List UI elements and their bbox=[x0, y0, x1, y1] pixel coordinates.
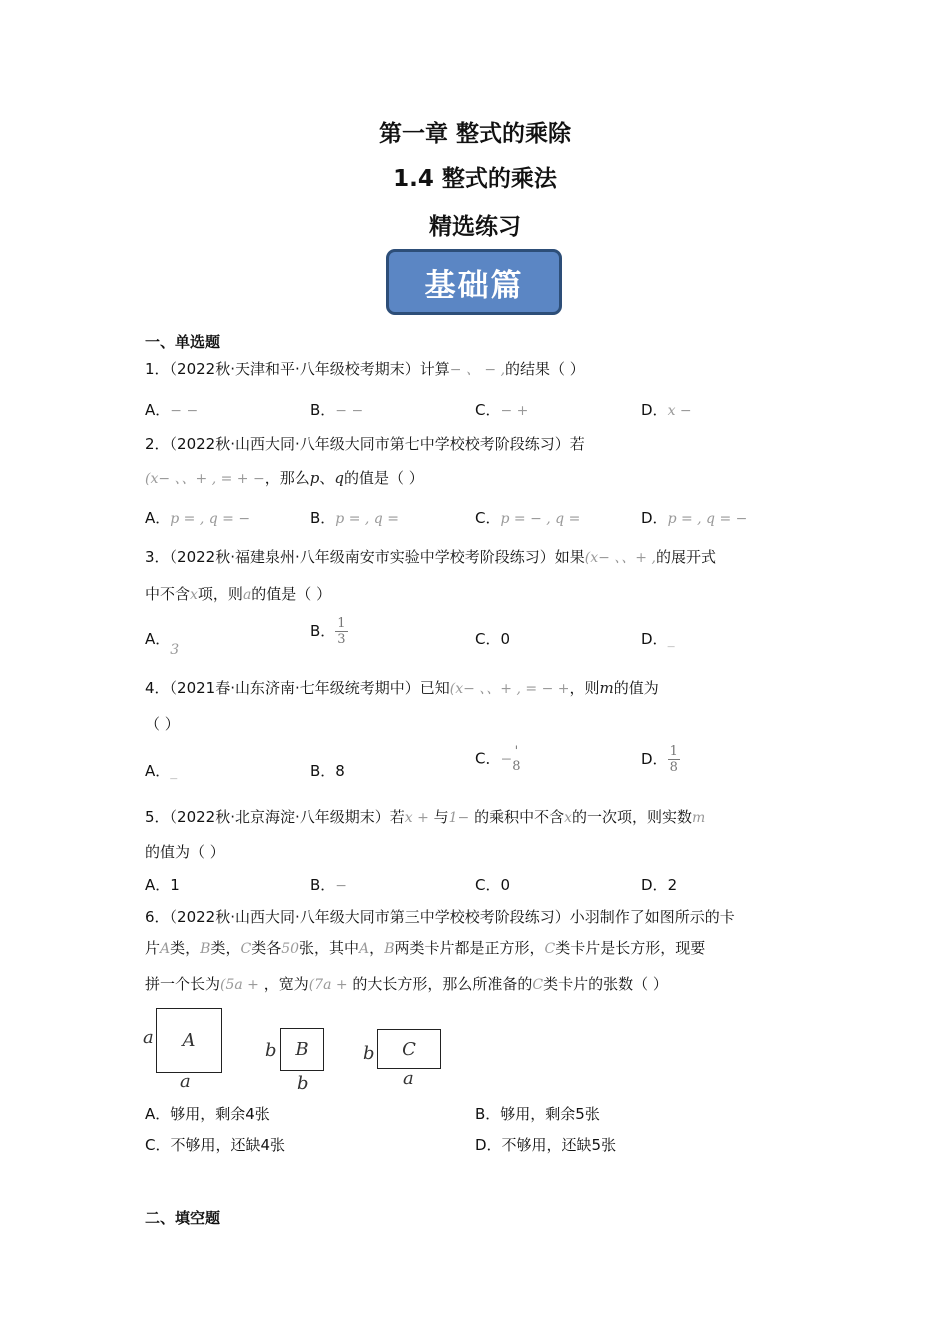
q6-var-c: C bbox=[240, 941, 252, 957]
q6-math-length: (5a + bbox=[220, 977, 259, 993]
card-c bbox=[377, 1029, 441, 1069]
q6-text: 拼一个长为 bbox=[145, 975, 221, 993]
option-math: p = , q = − bbox=[170, 511, 251, 527]
option-label: D． bbox=[641, 876, 668, 894]
q3-option-d[interactable] bbox=[641, 628, 675, 649]
q1-text-b: 的结果（ ） bbox=[505, 360, 585, 378]
q6-text: ， bbox=[369, 939, 385, 957]
option-math: _ bbox=[170, 764, 178, 780]
q6-var-a: A bbox=[160, 941, 171, 957]
section-title: 1.4 整式的乘法 bbox=[393, 166, 557, 192]
q3-text-a: 3．（2022秋·福建泉州·八年级南安市实验中学校考阶段练习）如果 bbox=[145, 548, 585, 566]
q5-text-c: 的乘积中不含 bbox=[474, 808, 565, 826]
option-label: B． bbox=[310, 509, 336, 527]
q6-option-a[interactable]: A．够用，剩余4张 bbox=[145, 1105, 270, 1123]
q6-text: 类各 bbox=[251, 939, 282, 957]
q3-var-x: x bbox=[190, 587, 198, 603]
q3-var-a: a bbox=[242, 587, 252, 603]
q4-option-c[interactable] bbox=[475, 744, 521, 774]
q2-var-p: p bbox=[309, 469, 320, 487]
question-5-stem bbox=[145, 806, 705, 827]
q6-text: ，宽为 bbox=[263, 975, 309, 993]
q4-var-m: m bbox=[599, 679, 614, 697]
chapter-title: 第一章 整式的乘除 bbox=[378, 121, 571, 147]
card-b-name: B bbox=[295, 1039, 309, 1060]
fraction-denominator: 3 bbox=[337, 632, 346, 647]
q5-option-d[interactable] bbox=[641, 874, 677, 895]
option-value: 8 bbox=[335, 762, 345, 780]
q5-var-m: m bbox=[692, 810, 706, 826]
option-label: B． bbox=[310, 762, 336, 780]
q6-var-c: C bbox=[532, 977, 544, 993]
option-math: − bbox=[335, 878, 348, 894]
fraction-denominator: 8 bbox=[669, 760, 678, 775]
question-4-line2: （ ） bbox=[145, 715, 180, 733]
option-label: D． bbox=[641, 630, 668, 648]
option-math: 3 bbox=[170, 642, 180, 658]
q6-option-d[interactable]: D．不够用，还缺5张 bbox=[475, 1136, 617, 1154]
q6-text: 的大长方形，那么所准备的 bbox=[352, 975, 533, 993]
card-c-bottom-label: a bbox=[403, 1068, 414, 1089]
option-label: B． bbox=[310, 876, 336, 894]
q5-math-a: x + bbox=[404, 810, 429, 826]
q4-text-a: 4．（2021春·山东济南·七年级统考期中）已知 bbox=[145, 679, 450, 697]
q5-option-b[interactable] bbox=[310, 874, 347, 895]
option-label: C． bbox=[475, 749, 501, 768]
fraction-numerator: 1 bbox=[669, 744, 678, 759]
q2-math: (x− 、、+ , = + − bbox=[145, 471, 265, 487]
option-label: C． bbox=[475, 509, 501, 527]
card-c-name: C bbox=[402, 1038, 416, 1060]
section-heading-choice: 一、单选题 bbox=[145, 333, 221, 351]
option-label: A． bbox=[145, 630, 171, 648]
q5-text-a: 5．（2022秋·北京海淀·八年级期末）若 bbox=[145, 808, 405, 826]
q4-text-b: ，则 bbox=[569, 679, 600, 697]
q2-option-c[interactable] bbox=[475, 507, 580, 528]
option-math: x − bbox=[667, 403, 692, 419]
q6-text: 类卡片的张数（ ） bbox=[543, 975, 668, 993]
option-value: 2 bbox=[667, 876, 678, 894]
q3-text-c: 中不含 bbox=[145, 585, 191, 603]
q2-option-a[interactable] bbox=[145, 507, 250, 528]
q3-text-b: 的展开式 bbox=[655, 548, 716, 566]
section-heading-fill: 二、填空题 bbox=[145, 1209, 221, 1227]
q6-num-50: 50 bbox=[281, 941, 300, 957]
option-label: A． bbox=[145, 876, 171, 894]
option-value: 0 bbox=[500, 630, 511, 648]
option-math: p = , q = bbox=[335, 511, 399, 527]
option-label: C． bbox=[475, 401, 501, 419]
q1-option-d[interactable] bbox=[641, 399, 692, 420]
option-label: D． bbox=[641, 401, 668, 419]
option-label: B． bbox=[310, 401, 336, 419]
q3-text-d: 项，则 bbox=[197, 585, 243, 603]
option-label: A． bbox=[145, 401, 171, 419]
option-math: p = , q = − bbox=[667, 511, 748, 527]
option-label: C． bbox=[475, 876, 501, 894]
q4-option-b[interactable] bbox=[310, 760, 345, 781]
option-math: − − bbox=[335, 403, 364, 419]
q2-text-a: ，那么 bbox=[264, 469, 310, 487]
option-fraction bbox=[668, 744, 680, 775]
option-fraction bbox=[335, 616, 347, 647]
q6-text: 类， bbox=[210, 939, 241, 957]
question-2-line2 bbox=[145, 467, 424, 488]
q1-option-a[interactable] bbox=[145, 399, 198, 420]
q2-text-b: 的值是（ ） bbox=[343, 469, 424, 487]
q3-math: (x− 、、+ , bbox=[584, 550, 656, 566]
level-badge: 基础篇 bbox=[386, 249, 562, 315]
q1-option-b[interactable] bbox=[310, 399, 363, 420]
option-math: − − bbox=[170, 403, 199, 419]
q6-text: 片 bbox=[145, 939, 161, 957]
card-c-side-label: b bbox=[363, 1043, 375, 1064]
q3-option-b[interactable] bbox=[310, 616, 348, 647]
option-label: C． bbox=[475, 630, 501, 648]
card-b-side-label: b bbox=[265, 1040, 277, 1061]
q6-var-a: A bbox=[359, 941, 370, 957]
option-value: 0 bbox=[500, 876, 511, 894]
q3-option-a[interactable] bbox=[145, 628, 180, 658]
question-3-stem bbox=[145, 546, 716, 567]
q5-option-a[interactable] bbox=[145, 874, 180, 895]
q1-option-c[interactable] bbox=[475, 399, 528, 420]
q6-option-b[interactable]: B．够用，剩余5张 bbox=[475, 1105, 600, 1123]
q6-text: 两类卡片都是正方形， bbox=[394, 939, 545, 957]
question-1-stem bbox=[145, 358, 585, 379]
q2-option-b[interactable] bbox=[310, 507, 399, 528]
question-6-line2 bbox=[145, 937, 705, 958]
q4-text-c: 的值为 bbox=[613, 679, 659, 697]
q2-option-d[interactable] bbox=[641, 507, 747, 528]
q6-var-c: C bbox=[544, 941, 556, 957]
q1-number: 1． bbox=[145, 360, 170, 378]
q6-var-b: B bbox=[200, 941, 211, 957]
option-math: _ bbox=[667, 632, 675, 648]
option-math: p = − , q = bbox=[500, 511, 581, 527]
q4-option-d[interactable] bbox=[641, 744, 680, 775]
question-6-stem: 6．（2022秋·山西大同·八年级大同市第三中学校校考阶段练习）小羽制作了如图所示的卡 bbox=[145, 908, 735, 926]
q2-var-q: q bbox=[334, 469, 344, 487]
card-a bbox=[156, 1008, 222, 1073]
q6-option-c[interactable]: C．不够用，还缺4张 bbox=[145, 1136, 286, 1154]
q5-option-c[interactable] bbox=[475, 874, 510, 895]
q5-text-d: 的一次项，则实数 bbox=[571, 808, 692, 826]
option-label: D． bbox=[641, 509, 668, 527]
card-a-bottom-label: a bbox=[180, 1071, 191, 1092]
q3-text-e: 的值是（ ） bbox=[251, 585, 332, 603]
q4-option-a[interactable] bbox=[145, 760, 177, 781]
question-5-line2: 的值为（ ） bbox=[145, 843, 225, 861]
q3-option-c[interactable] bbox=[475, 628, 510, 649]
question-6-line3 bbox=[145, 973, 668, 994]
question-3-line2 bbox=[145, 583, 331, 604]
q5-math-b: 1− bbox=[448, 810, 470, 826]
question-4-stem bbox=[145, 677, 659, 698]
card-a-name: A bbox=[182, 1030, 196, 1051]
question-2-stem: 2．（2022秋·山西大同·八年级大同市第七中学校校考阶段练习）若 bbox=[145, 435, 585, 453]
option-value: 1 bbox=[170, 876, 180, 894]
q6-text: 类， bbox=[170, 939, 201, 957]
option-math: − + bbox=[500, 403, 529, 419]
card-a-side-label: a bbox=[143, 1027, 154, 1048]
q6-text: 类卡片是长方形，现要 bbox=[555, 939, 706, 957]
q6-math-width: (7a + bbox=[308, 977, 348, 993]
q5-var-x: x bbox=[564, 810, 572, 826]
option-label: B． bbox=[310, 622, 336, 640]
option-sign: − bbox=[500, 751, 513, 768]
option-label: A． bbox=[145, 762, 171, 780]
fraction-denominator: 8 bbox=[512, 759, 521, 774]
card-b-bottom-label: b bbox=[297, 1073, 309, 1094]
q4-math: (x− 、、+ , = − + bbox=[449, 681, 570, 697]
q5-text-b: 与 bbox=[433, 808, 449, 826]
q6-text: 张，其中 bbox=[299, 939, 360, 957]
q2-sep: 、 bbox=[319, 469, 335, 487]
q1-math: − 、 − , bbox=[449, 362, 506, 378]
q6-var-b: B bbox=[384, 941, 395, 957]
option-fraction bbox=[512, 744, 520, 774]
card-b bbox=[280, 1028, 324, 1071]
option-label: D． bbox=[641, 750, 668, 768]
q1-text-a: （2022秋·天津和平·八年级校考期末）计算 bbox=[169, 360, 450, 378]
option-label: A． bbox=[145, 509, 171, 527]
page-subtitle: 精选练习 bbox=[429, 214, 521, 240]
fraction-numerator: ' bbox=[514, 744, 519, 759]
fraction-numerator: 1 bbox=[337, 616, 346, 631]
